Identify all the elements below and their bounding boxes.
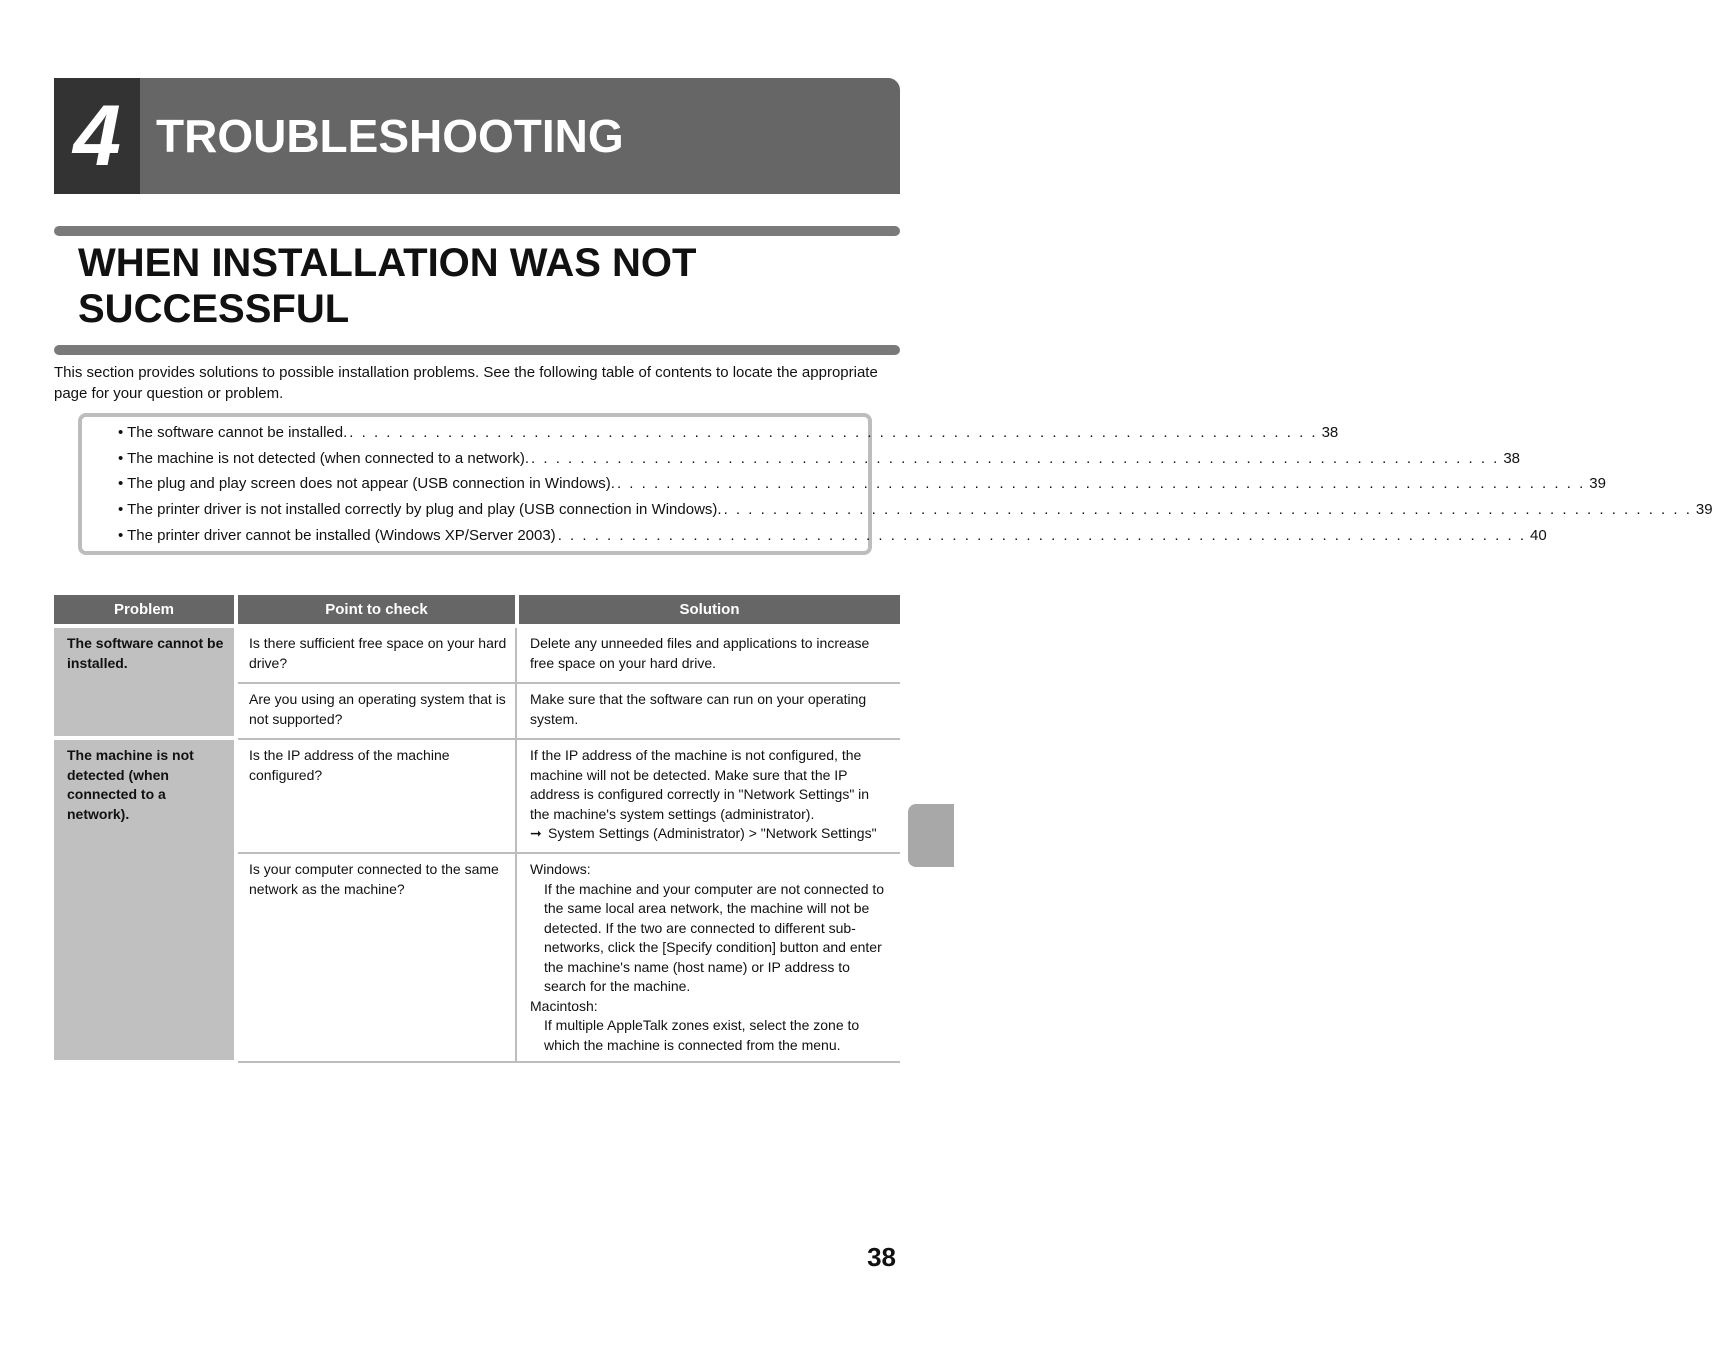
toc-item[interactable]: [118, 499, 1713, 521]
chapter-side-tab: [908, 804, 954, 867]
point-to-check-cell: Is the IP address of the machine configured?: [238, 740, 517, 854]
point-to-check-cell: Are you using an operating system that is not supported?: [238, 684, 517, 740]
toc-item-page: 40: [1529, 527, 1547, 544]
table-header-point-to-check: Point to check: [238, 595, 515, 624]
solution-cell: Delete any unneeded files and applications to increase free space on your hard drive.: [517, 628, 900, 684]
section-title: WHEN INSTALLATION WAS NOT SUCCESSFUL: [78, 241, 697, 331]
solution-cell: Make sure that the software can run on your operating system.: [517, 684, 900, 740]
toc-item-text: • The printer driver cannot be installed (Windows XP/Server 2003): [118, 527, 556, 544]
intro-paragraph: This section provides solutions to possible installation problems. See the following table of contents to locate the appropriate page for your question or problem.: [54, 364, 878, 402]
problem-cell: The software cannot be installed.: [54, 628, 234, 736]
arrow-right-icon: ➞: [530, 825, 542, 841]
toc-item-page: 39: [1695, 501, 1713, 518]
toc-item-text: • The software cannot be installed.: [118, 424, 348, 441]
toc-leader-dots: . . . . . . . . . . . . . . . . . . . . . . . . . . . . . . . . . . . . . . . . . . . . . . . . . . . . . . . . . . . . . . . . . . . . . . . . . . . . . . .: [531, 450, 1500, 467]
table-header-problem: Problem: [54, 595, 234, 624]
solution-text: If the IP address of the machine is not configured, the machine will not be detected. Make sure that the IP address is configured correctly in "Network Settings" in the machine's system settings (administrator).: [530, 747, 870, 822]
toc-item-text: • The plug and play screen does not appear (USB connection in Windows).: [118, 475, 615, 492]
chapter-number: 4: [73, 88, 121, 184]
chapter-title: TROUBLESHOOTING: [156, 110, 624, 162]
chapter-banner: [54, 78, 900, 194]
toc-item[interactable]: [118, 448, 1521, 470]
settings-path: System Settings (Administrator) > "Network Settings": [548, 825, 877, 841]
section-rule-bottom: [54, 345, 900, 355]
toc-item-page: 38: [1321, 424, 1339, 441]
toc-item-page: 39: [1589, 475, 1606, 492]
toc-item[interactable]: [118, 422, 1339, 444]
solution-cell: [517, 740, 900, 854]
toc-item[interactable]: [118, 473, 1606, 495]
toc-item[interactable]: [118, 525, 1547, 547]
toc-leader-dots: . . . . . . . . . . . . . . . . . . . . . . . . . . . . . . . . . . . . . . . . . . . . . . . . . . . . . . . . . . . . . . . . . . . . . . . . . . . . . . .: [349, 424, 1318, 441]
toc-item-text: • The machine is not detected (when connected to a network).: [118, 450, 530, 467]
toc-item-page: 38: [1503, 450, 1521, 467]
solution-reference: [530, 824, 892, 844]
windows-label: Windows:: [530, 861, 591, 877]
table-header-solution: Solution: [519, 595, 900, 624]
section-rule-top: [54, 226, 900, 236]
macintosh-solution-text: If multiple AppleTalk zones exist, select the zone to which the machine is connected from the menu.: [544, 1017, 860, 1053]
page-number: 38: [867, 1242, 896, 1272]
problem-cell: The machine is not detected (when connected to a network).: [54, 740, 234, 1060]
windows-solution-text: If the machine and your computer are not connected to the same local area network, the machine will not be detected. If the two are connected to different sub-networks, click the [Specify condition] button and enter the machine's name (host name) or IP address to search for the machine.: [544, 880, 885, 994]
macintosh-label: Macintosh:: [530, 997, 598, 1014]
toc-leader-dots: . . . . . . . . . . . . . . . . . . . . . . . . . . . . . . . . . . . . . . . . . . . . . . . . . . . . . . . . . . . . . . . . . . . . . . . . . . . . . . .: [616, 475, 1586, 492]
toc-box: [78, 413, 1713, 555]
chapter-number-box: [54, 78, 140, 194]
toc-item-text: • The printer driver is not installed correctly by plug and play (USB connection in Windows).: [118, 501, 722, 518]
point-to-check-cell: Is your computer connected to the same network as the machine?: [238, 854, 517, 1063]
point-to-check-cell: Is there sufficient free space on your hard drive?: [238, 628, 517, 684]
toc-leader-dots: . . . . . . . . . . . . . . . . . . . . . . . . . . . . . . . . . . . . . . . . . . . . . . . . . . . . . . . . . . . . . . . . . . . . . . . . . . . . . . .: [723, 501, 1692, 518]
toc-leader-dots: . . . . . . . . . . . . . . . . . . . . . . . . . . . . . . . . . . . . . . . . . . . . . . . . . . . . . . . . . . . . . . . . . . . . . . . . . . . . . . .: [557, 527, 1526, 544]
solution-cell: [517, 854, 900, 1063]
